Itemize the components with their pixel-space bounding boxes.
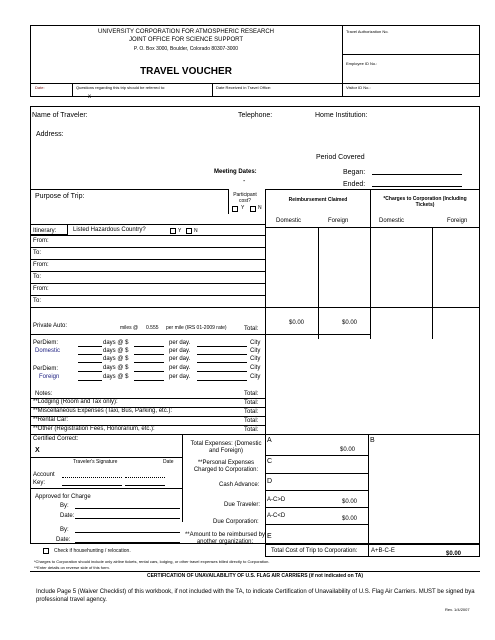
itinerary-to-3: To: [33,298,42,304]
cert-title: CERTIFICATION OF UNAVAILABILITY OF U.S. FLAG AIR CARRIERS (if not indicated on TA) [146,573,363,579]
perdiem-city-field-4[interactable] [197,364,247,372]
due-corporation-label: Due Corporation: [213,519,259,525]
perdiem-per-day-label-4: per day. [169,365,191,371]
ended-field[interactable] [372,179,462,187]
travel-auth-field[interactable] [346,40,476,48]
approved-by-label: By: [60,503,69,509]
lodging-label: **Lodging (Room and Tax only): [33,399,118,405]
signature-date-label: Date [163,459,174,465]
date-label: Date: [35,85,45,90]
letter-b: B [370,437,375,444]
itinerary-to-1: To: [33,250,42,256]
org-address: P. O. Box 3000, Boulder, Colorado 80307-3000 [133,46,239,52]
home-institution-label: Home Institution: [315,112,368,119]
due-corp-value: $0.00 [342,516,358,522]
traveler-signature-label: Traveler's Signature [73,459,118,465]
perdiem-domestic-label: PerDiem: [33,340,59,346]
account-key-field-1[interactable] [62,478,122,486]
participant-cost-label: Participant cost? [233,192,257,204]
perdiem-days-field-2[interactable] [78,347,102,355]
rental-total-label: Total: [244,418,259,424]
footnote-details: **Enter details on reverse side of this form. [34,565,110,570]
perdiem-days-label-1: days @ $ [103,340,129,346]
meeting-dates-label: Meeting Dates: [214,169,257,175]
questions-label: Questions regarding this trip should be referred to: [76,85,166,90]
auto-total-label: Total: [244,326,259,332]
notes-label: Notes: [35,391,53,397]
approved-date-field[interactable] [75,511,180,519]
cash-advance-label: Cash Advance: [219,482,260,488]
private-auto-label: Private Auto: [33,323,68,329]
total-expenses-label: Total Expenses: (Domestic and Foreign) [190,441,262,454]
perdiem-rate-field-3[interactable] [134,355,164,363]
telephone-label: Telephone: [238,112,273,119]
participant-no-label: N [258,205,262,211]
perdiem-days-label-5: days @ $ [103,374,129,380]
perdiem-per-day-label-2: per day. [169,348,191,354]
traveler-name-label: Name of Traveler: [32,112,88,119]
second-by-label: By: [60,527,69,533]
charges-corp-header: *Charges to Corporation (Including Tickets) [383,196,467,208]
hazard-yes-label: Y [178,228,182,234]
total-a-value: $0.00 [340,447,356,453]
rental-car-label: **Rental Car: [33,417,69,423]
key-label: Key: [33,480,46,486]
a-minus-c-lt-d: A-C<D [267,513,286,519]
perdiem-city-field-3[interactable] [197,355,247,363]
page-title: TRAVEL VOUCHER [140,66,232,77]
misc-total-label: Total: [244,409,259,415]
approved-by-field[interactable] [75,501,180,509]
perdiem-city-label-1: City [250,340,261,346]
second-date-label: Date: [56,537,71,543]
reimb-domestic-header: Domestic [276,218,302,224]
perdiem-city-field-5[interactable] [197,373,247,381]
certified-correct-label: Certified Correct: [33,436,79,442]
auto-domestic-total: $0.00 [289,320,305,326]
perdiem-city-field-2[interactable] [197,347,247,355]
total-cost-formula: A+B-C-E [371,548,395,554]
travel-auth-label: Travel Authorization No. [346,29,389,34]
account-label: Account [33,472,55,478]
questions-value: x [88,94,91,100]
househunting-label: Check if househunting / relocation. [54,548,131,554]
meeting-dates-dash: - [243,178,246,185]
began-field[interactable] [372,167,462,175]
corp-foreign-header: Foreign [447,218,468,224]
second-date-field[interactable] [75,535,180,543]
letter-e: E [267,533,272,540]
perdiem-foreign-sub: Foreign [39,374,60,380]
itinerary-from-2: From: [33,262,49,268]
perdiem-rate-field-4[interactable] [134,364,164,372]
total-cost-value: $0.00 [446,551,462,557]
perdiem-city-field-1[interactable] [197,339,247,347]
perdiem-days-field-4[interactable] [78,364,102,372]
cert-body: Include Page 5 (Waiver Checklist) of this workbook, if not included with the TA, to indicate Certification of Unavailability of U.S. Flag Air Carriers. MUST be signed bya professional travel agency. [36,589,475,604]
second-by-field[interactable] [75,525,180,533]
perdiem-days-label-2: days @ $ [103,348,129,354]
date-received-label: Date Received in Travel Office: [216,85,272,90]
itinerary-to-2: To: [33,274,42,280]
due-traveler-value: $0.00 [342,499,358,505]
participant-yes-label: Y [241,205,245,211]
perdiem-city-label-3: City [250,356,261,362]
perdiem-rate-field-5[interactable] [134,373,164,381]
perdiem-rate-field-1[interactable] [134,339,164,347]
other-total-label: Total: [244,427,259,433]
perdiem-days-field-3[interactable] [78,355,102,363]
perdiem-city-label-4: City [250,365,261,371]
letter-c: C [267,458,273,465]
hazard-yes-checkbox[interactable] [170,228,176,234]
purpose-label: Purpose of Trip: [35,193,85,200]
hazard-country-label: Listed Hazardous Country? [73,227,146,233]
perdiem-city-label-2: City [250,348,261,354]
corp-domestic-header: Domestic [379,218,405,224]
footnote-charges: *Charges to Corporation should include only airline tickets, rental cars, lodging, or other travel expenses billed directly to Corporation. [34,559,270,564]
participant-no-checkbox[interactable] [250,206,256,212]
per-mile-label: per mile (IRS 01-2009 rate) [166,325,227,331]
itinerary-label: Itinerary: [33,228,57,234]
personal-expenses-label: **Personal Expenses Charged to Corporation: [193,460,259,473]
participant-yes-checkbox[interactable] [232,206,238,212]
perdiem-foreign-label: PerDiem: [33,366,59,372]
other-label: **Other (Registration Fees, Honorarium, etc.): [33,426,155,432]
itinerary-from-3: From: [33,286,49,292]
perdiem-days-label-3: days @ $ [103,356,129,362]
revision-date: Rev. 1/4/2007 [445,607,470,612]
perdiem-domestic-sub: Domestic [35,348,61,354]
househunting-checkbox[interactable] [43,548,49,554]
reimbursed-other-label: **Amount to be reimbursed by another organization: [184,532,266,545]
org-name: UNIVERSITY CORPORATION FOR ATMOSPHERIC RESEARCH [97,29,275,35]
perdiem-days-field-5[interactable] [78,373,102,381]
employee-id-label: Employee ID No.: [346,61,378,66]
reimbursement-header: Reimbursement Claimed [288,197,348,203]
period-covered-label: Period Covered [316,154,365,161]
perdiem-city-label-5: City [250,374,261,380]
hazard-no-checkbox[interactable] [186,228,192,234]
certified-x-mark: X [35,447,40,454]
approved-charge-label: Approved for Charge [35,494,91,500]
perdiem-days-label-4: days @ $ [103,365,129,371]
lodging-total-label: Total: [244,400,259,406]
itinerary-from-1: From: [33,238,49,244]
auto-foreign-total: $0.00 [342,320,358,326]
notes-total-label: Total: [244,391,259,397]
a-minus-c-gt-d: A-C>D [267,497,286,503]
mileage-rate: 0.555 [146,325,159,331]
perdiem-per-day-label-1: per day. [169,340,191,346]
miles-label: miles @ [120,325,139,331]
letter-d: D [267,478,273,485]
misc-label: **Miscellaneous Expenses (Taxi, Bus, Parking, etc.): [33,408,173,414]
office-name: JOINT OFFICE FOR SCIENCE SUPPORT [128,37,244,43]
perdiem-per-day-label-3: per day. [169,356,191,362]
account-key-field-2[interactable] [125,478,165,486]
total-cost-label: Total Cost of Trip to Corporation: [271,548,358,554]
perdiem-days-field-1[interactable] [78,339,102,347]
due-traveler-label: Due Traveler: [224,502,261,508]
address-label: Address: [36,131,64,138]
letter-a: A [267,437,272,444]
perdiem-rate-field-2[interactable] [134,347,164,355]
began-label: Began: [343,169,366,176]
hazard-no-label: N [194,228,198,234]
ended-label: Ended: [343,181,366,188]
reimb-foreign-header: Foreign [328,218,349,224]
visitor-id-label: Visitor ID No.: [346,85,371,90]
approved-date-label: Date: [60,513,75,519]
perdiem-per-day-label-5: per day. [169,374,191,380]
